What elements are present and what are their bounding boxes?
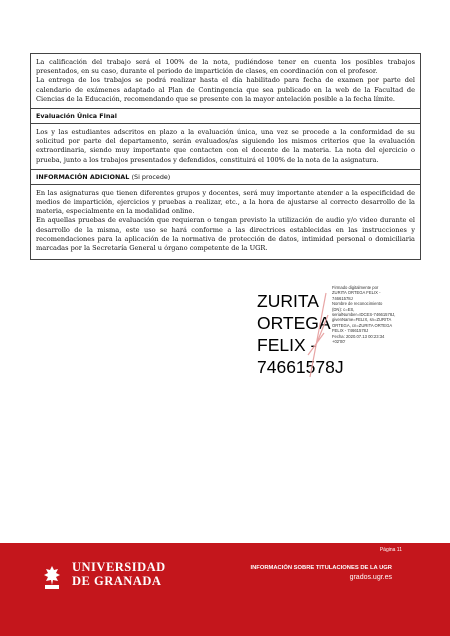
section-header [31,108,420,124]
signature-name-line: ZURITA [257,291,319,311]
signature-detail: ORTEGA, cn=ZURITA ORTEGA [332,322,393,328]
university-crest-icon [40,565,64,591]
evaluation-paragraph [31,54,420,108]
section-body [31,124,420,169]
section-title: Evaluación Única Final [36,112,117,121]
signature-detail: 74661578J [332,295,353,301]
signature-detail: (DN): c=ES, [332,306,355,312]
signature-name-line: 74661578J [257,357,344,377]
info-url-link[interactable]: grados.ugr.es [349,574,392,581]
signature-detail: Fecha: 2020.07.13 00:23:34 [332,333,385,339]
signature-mark-icon [304,285,332,385]
signature-details [332,285,410,344]
section-text: En las asignaturas que tienen diferentes grupos y docentes, será muy importante atender a la especificidad de medios de impartición, ejercicios y pruebas a realizar, etc., a la hora de ajustarse al correcto desarrollo de la materia, especialmente en la modalidad online. [36,188,415,216]
signature-name-line: ORTEGA [257,313,331,333]
section-body [31,185,420,259]
university-name-line1: UNIVERSIDAD [72,560,166,574]
signature-detail: +02'00' [332,339,346,345]
section-text: En aquellas pruebas de evaluación que requieran o tengan previsto la utilización de audio y/o video durante el desarrollo de la misma, este uso se hará conforme a las directrices establecidas en las instrucciones y recomendaciones para la aplicación de la normativa de protección de datos, intimidad personal o domiciliaria marcadas por la Secretaría General u órgano competente de la UGR. [36,216,415,253]
paragraph-line: La calificación del trabajo será el 100% de la nota, pudiéndose tener en cuenta los posibles trabajos presentados, en su caso, durante el periodo de impartición de clases, en coordinación con el profesor. [36,58,415,76]
page-number: Página 11 [379,547,402,553]
signature-detail: Nombre de reconocimiento [332,301,383,307]
section-title: INFORMACIÓN ADICIONAL [36,172,130,181]
signature-detail: Firmado digitalmente por [332,285,379,290]
signature-detail: givenName=FELIX, sn=ZURITA [332,317,392,323]
signature-name-line: FELIX - [257,335,317,355]
footer-band [0,543,450,636]
paragraph-line: La entrega de los trabajos se podrá realizar hasta el día habilitado para fecha de examen por parte del calendario de exámenes adaptado al Plan de Contingencia que sea publicado en la web de la Facultad de Ciencias de la Educación, recomendando que se presente con la mayor antelación posible a la fecha límite. [36,76,415,103]
info-title: INFORMACIÓN SOBRE TITULACIONES DE LA UGR [250,565,392,571]
signature-detail: ZURITA ORTEGA FELIX - [332,290,381,296]
titulaciones-info [251,564,393,583]
section-header [31,169,420,185]
evaluation-text-box [30,53,421,260]
university-name [72,561,166,588]
signature-detail: FELIX - 74661578J [332,328,369,334]
university-name-line2: DE GRANADA [72,574,162,588]
section-note: (Si procede) [131,172,171,181]
section-text: Los y las estudiantes adscritos en plazo a la evaluación única, una vez se procede a la conformidad de su solicitud por parte del departamento, serán evaluados/as siguiendo los mismos criterios que la evaluación extraordinaria, siendo muy importante que contacten con el docente de la materia. La nota del ejercicio o prueba, junto a los trabajos presentados y defendidos, constituirá el 100% de la nota de la asignatura. [36,128,415,164]
signature-detail: serialNumber=IDCES-74661578J, [332,312,396,318]
